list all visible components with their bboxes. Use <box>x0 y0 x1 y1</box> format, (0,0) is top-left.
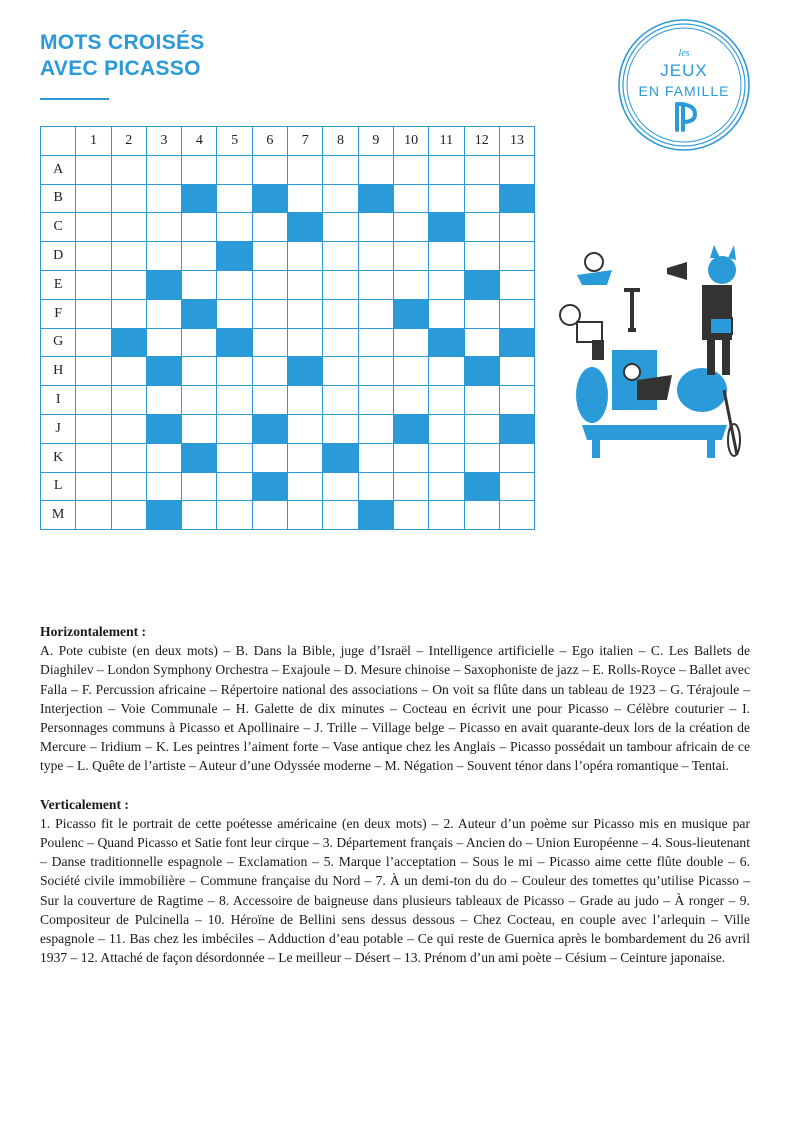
white-cell[interactable] <box>358 443 393 472</box>
column-number: 6 <box>252 127 287 156</box>
white-cell[interactable] <box>288 443 323 472</box>
black-cell <box>393 414 428 443</box>
white-cell[interactable] <box>76 501 111 530</box>
column-number: 13 <box>499 127 534 156</box>
white-cell[interactable] <box>217 386 252 415</box>
white-cell[interactable] <box>499 213 534 242</box>
white-cell[interactable] <box>499 386 534 415</box>
white-cell[interactable] <box>464 328 499 357</box>
white-cell[interactable] <box>323 357 358 386</box>
column-number: 3 <box>146 127 181 156</box>
logo-line-2: EN FAMILLE <box>638 83 730 99</box>
white-cell[interactable] <box>393 184 428 213</box>
black-cell <box>393 299 428 328</box>
white-cell[interactable] <box>146 472 181 501</box>
white-cell[interactable] <box>182 472 217 501</box>
white-cell[interactable] <box>111 155 146 184</box>
white-cell[interactable] <box>323 386 358 415</box>
page-title <box>40 30 205 82</box>
white-cell[interactable] <box>429 443 464 472</box>
white-cell[interactable] <box>76 155 111 184</box>
white-cell[interactable] <box>464 155 499 184</box>
white-cell[interactable] <box>499 299 534 328</box>
white-cell[interactable] <box>323 501 358 530</box>
white-cell[interactable] <box>217 472 252 501</box>
white-cell[interactable] <box>429 501 464 530</box>
white-cell[interactable] <box>76 472 111 501</box>
black-cell <box>464 472 499 501</box>
black-cell <box>499 184 534 213</box>
white-cell[interactable] <box>111 213 146 242</box>
black-cell <box>182 443 217 472</box>
black-cell <box>358 501 393 530</box>
row-letter: L <box>41 472 76 501</box>
white-cell[interactable] <box>393 328 428 357</box>
white-cell[interactable] <box>217 155 252 184</box>
white-cell[interactable] <box>323 270 358 299</box>
white-cell[interactable] <box>217 414 252 443</box>
white-cell[interactable] <box>182 242 217 271</box>
white-cell[interactable] <box>358 328 393 357</box>
white-cell[interactable] <box>323 328 358 357</box>
white-cell[interactable] <box>252 328 287 357</box>
white-cell[interactable] <box>393 501 428 530</box>
white-cell[interactable] <box>358 270 393 299</box>
column-number: 7 <box>288 127 323 156</box>
white-cell[interactable] <box>393 472 428 501</box>
white-cell[interactable] <box>111 386 146 415</box>
white-cell[interactable] <box>429 472 464 501</box>
black-cell <box>111 328 146 357</box>
white-cell[interactable] <box>111 299 146 328</box>
clues-section <box>40 622 750 967</box>
white-cell[interactable] <box>358 242 393 271</box>
white-cell[interactable] <box>288 414 323 443</box>
white-cell[interactable] <box>464 299 499 328</box>
white-cell[interactable] <box>111 414 146 443</box>
row-letter: F <box>41 299 76 328</box>
column-number: 2 <box>111 127 146 156</box>
black-cell <box>146 270 181 299</box>
white-cell[interactable] <box>252 213 287 242</box>
white-cell[interactable] <box>499 472 534 501</box>
white-cell[interactable] <box>111 357 146 386</box>
white-cell[interactable] <box>252 155 287 184</box>
piano-shape <box>582 425 727 440</box>
title-underline <box>40 98 109 100</box>
white-cell[interactable] <box>182 386 217 415</box>
black-cell <box>252 184 287 213</box>
white-cell[interactable] <box>111 443 146 472</box>
white-cell[interactable] <box>358 155 393 184</box>
white-cell[interactable] <box>323 184 358 213</box>
row-letter: B <box>41 184 76 213</box>
white-cell[interactable] <box>146 155 181 184</box>
white-cell[interactable] <box>217 357 252 386</box>
row-letter: E <box>41 270 76 299</box>
white-cell[interactable] <box>111 242 146 271</box>
white-cell[interactable] <box>76 184 111 213</box>
white-cell[interactable] <box>76 443 111 472</box>
row-letter: A <box>41 155 76 184</box>
white-cell[interactable] <box>499 155 534 184</box>
column-number: 1 <box>76 127 111 156</box>
white-cell[interactable] <box>146 213 181 242</box>
white-cell[interactable] <box>288 299 323 328</box>
white-cell[interactable] <box>76 213 111 242</box>
white-cell[interactable] <box>429 242 464 271</box>
white-cell[interactable] <box>146 242 181 271</box>
white-cell[interactable] <box>464 443 499 472</box>
white-cell[interactable] <box>217 501 252 530</box>
crossword-grid <box>40 126 535 530</box>
white-cell[interactable] <box>182 357 217 386</box>
black-cell <box>217 328 252 357</box>
white-cell[interactable] <box>182 270 217 299</box>
grid-corner <box>41 127 76 156</box>
white-cell[interactable] <box>76 299 111 328</box>
white-cell[interactable] <box>499 270 534 299</box>
black-cell <box>288 213 323 242</box>
white-cell[interactable] <box>393 213 428 242</box>
column-number: 11 <box>429 127 464 156</box>
white-cell[interactable] <box>288 184 323 213</box>
column-number: 8 <box>323 127 358 156</box>
white-cell[interactable] <box>252 386 287 415</box>
white-cell[interactable] <box>323 414 358 443</box>
horizontal-clues-text: A. Pote cubiste (en deux mots) – B. Dans la Bible, juge d’Israël – Intelligence artificielle – Ego italien – C. Les Ballets de Diaghilev – London Symphony Orchestra – Exajoule – D. Mesure chinoise – Saxophoniste de jazz – E. Rolls-Royce – Ballet avec Falla – F. Percussion africaine – Répertoire national des associations – On voit sa flûte dans un tableau de 1923 – G. Térajoule – Interjection – Voie Communale – H. Galette de dix minutes – Cocteau en écrivit une pour Picasso – Célèbre couturier – I. Personnages communs à Picasso et Apollinaire – J. Trille – Village belge – Picasso en avait quarante-deux lors de la création de Mercure – Iridium – K. Les peintres l’aiment forte – Vase antique chez les Anglais – Picasso possédait un tambour africain de ce type – L. Quête de l’artiste – Auteur d’une Odyssée moderne – M. Négation – Souvent ténor dans l’opéra romantique – Tentai. <box>40 643 750 774</box>
row-letter: M <box>41 501 76 530</box>
white-cell[interactable] <box>499 501 534 530</box>
row-letter: J <box>41 414 76 443</box>
white-cell[interactable] <box>252 299 287 328</box>
white-cell[interactable] <box>288 501 323 530</box>
white-cell[interactable] <box>217 270 252 299</box>
white-cell[interactable] <box>464 242 499 271</box>
white-cell[interactable] <box>76 386 111 415</box>
white-cell[interactable] <box>217 213 252 242</box>
white-cell[interactable] <box>288 472 323 501</box>
white-cell[interactable] <box>464 386 499 415</box>
white-cell[interactable] <box>393 155 428 184</box>
white-cell[interactable] <box>288 155 323 184</box>
white-cell[interactable] <box>393 443 428 472</box>
white-cell[interactable] <box>429 155 464 184</box>
white-cell[interactable] <box>393 270 428 299</box>
white-cell[interactable] <box>146 328 181 357</box>
row-letter: C <box>41 213 76 242</box>
white-cell[interactable] <box>429 357 464 386</box>
white-cell[interactable] <box>288 270 323 299</box>
white-cell[interactable] <box>499 443 534 472</box>
p-monogram-icon <box>677 104 695 130</box>
white-cell[interactable] <box>358 386 393 415</box>
black-cell <box>429 213 464 242</box>
white-cell[interactable] <box>252 270 287 299</box>
black-cell <box>182 299 217 328</box>
row-letter: G <box>41 328 76 357</box>
row-letter: D <box>41 242 76 271</box>
white-cell[interactable] <box>111 501 146 530</box>
title-line-2: AVEC PICASSO <box>40 57 201 80</box>
white-cell[interactable] <box>252 443 287 472</box>
white-cell[interactable] <box>252 242 287 271</box>
row-letter: I <box>41 386 76 415</box>
white-cell[interactable] <box>76 270 111 299</box>
black-cell <box>358 184 393 213</box>
black-cell <box>464 270 499 299</box>
white-cell[interactable] <box>499 242 534 271</box>
white-cell[interactable] <box>323 299 358 328</box>
white-cell[interactable] <box>288 328 323 357</box>
white-cell[interactable] <box>146 386 181 415</box>
white-cell[interactable] <box>182 414 217 443</box>
vertical-clues-text: 1. Picasso fit le portrait de cette poétesse américaine (en deux mots) – 2. Auteur d’un poème sur Picasso mis en musique par Poulenc – Quand Picasso et Satie font leur cirque – 3. Département français – Ancien do – Union Européenne – 4. Sous-lieutenant – Danse traditionnelle espagnole – Exclamation – 5. Marque l’acceptation – Sous le mi – Picasso aime cette flûte double – 6. Société civile immobilière – Commune française du Nord – 7. À un demi-ton du do – Couleur des tomettes qu’utilise Picasso – Sur la couverture de Ragtime – 8. Accessoire de baigneuse dans plusieurs tableaux de Picasso – Grade au judo – À ronger – 9. Compositeur de Pulcinella – 10. Héroïne de Bellini sens dessus dessous – Chez Cocteau, en couple avec l’arlequin – Ville espagnole – 11. Bas chez les imbéciles – Adduction d’eau potable – Ce qui reste de Guernica après le bombardement du 26 avril 1937 – 12. Attaché de façon désordonnée – Le meilleur – Désert – 13. Prénom d’un ami poète – Césium – Ceinture japonaise. <box>40 815 750 966</box>
vertical-clues-title: Verticalement : <box>40 796 129 812</box>
white-cell[interactable] <box>393 386 428 415</box>
black-cell <box>252 472 287 501</box>
white-cell[interactable] <box>358 213 393 242</box>
white-cell[interactable] <box>76 357 111 386</box>
black-cell <box>182 184 217 213</box>
logo-line-1: JEUX <box>660 61 708 80</box>
white-cell[interactable] <box>323 472 358 501</box>
white-cell[interactable] <box>429 386 464 415</box>
white-cell[interactable] <box>464 501 499 530</box>
white-cell[interactable] <box>429 184 464 213</box>
white-cell[interactable] <box>358 357 393 386</box>
white-cell[interactable] <box>464 414 499 443</box>
white-cell[interactable] <box>323 213 358 242</box>
black-cell <box>146 501 181 530</box>
column-number: 5 <box>217 127 252 156</box>
row-letter: K <box>41 443 76 472</box>
column-number: 10 <box>393 127 428 156</box>
title-line-1: MOTS CROISÉS <box>40 31 205 54</box>
white-cell[interactable] <box>429 414 464 443</box>
white-cell[interactable] <box>217 184 252 213</box>
black-cell <box>464 357 499 386</box>
white-cell[interactable] <box>182 155 217 184</box>
white-cell[interactable] <box>182 213 217 242</box>
white-cell[interactable] <box>393 242 428 271</box>
column-number: 9 <box>358 127 393 156</box>
row-letter: H <box>41 357 76 386</box>
column-number: 4 <box>182 127 217 156</box>
white-cell[interactable] <box>429 299 464 328</box>
musician-animals-illustration <box>552 240 752 465</box>
white-cell[interactable] <box>393 357 428 386</box>
black-cell <box>499 328 534 357</box>
white-cell[interactable] <box>429 270 464 299</box>
black-cell <box>146 414 181 443</box>
white-cell[interactable] <box>182 328 217 357</box>
white-cell[interactable] <box>288 386 323 415</box>
white-cell[interactable] <box>464 213 499 242</box>
white-cell[interactable] <box>146 299 181 328</box>
white-cell[interactable] <box>111 472 146 501</box>
white-cell[interactable] <box>358 414 393 443</box>
jeux-en-famille-logo <box>617 18 751 152</box>
black-cell <box>429 328 464 357</box>
black-cell <box>146 357 181 386</box>
black-cell <box>217 242 252 271</box>
logo-small-text: les <box>678 48 690 59</box>
white-cell[interactable] <box>111 184 146 213</box>
white-cell[interactable] <box>217 443 252 472</box>
white-cell[interactable] <box>358 472 393 501</box>
white-cell[interactable] <box>146 184 181 213</box>
white-cell[interactable] <box>464 184 499 213</box>
white-cell[interactable] <box>288 242 323 271</box>
white-cell[interactable] <box>252 501 287 530</box>
white-cell[interactable] <box>323 155 358 184</box>
white-cell[interactable] <box>182 501 217 530</box>
white-cell[interactable] <box>499 357 534 386</box>
column-number: 12 <box>464 127 499 156</box>
white-cell[interactable] <box>111 270 146 299</box>
horizontal-clues-title: Horizontalement : <box>40 624 147 639</box>
black-cell <box>252 414 287 443</box>
white-cell[interactable] <box>76 242 111 271</box>
white-cell[interactable] <box>146 443 181 472</box>
white-cell[interactable] <box>323 242 358 271</box>
white-cell[interactable] <box>358 299 393 328</box>
white-cell[interactable] <box>217 299 252 328</box>
black-cell <box>499 414 534 443</box>
black-cell <box>323 443 358 472</box>
white-cell[interactable] <box>76 328 111 357</box>
black-cell <box>288 357 323 386</box>
white-cell[interactable] <box>252 357 287 386</box>
white-cell[interactable] <box>76 414 111 443</box>
